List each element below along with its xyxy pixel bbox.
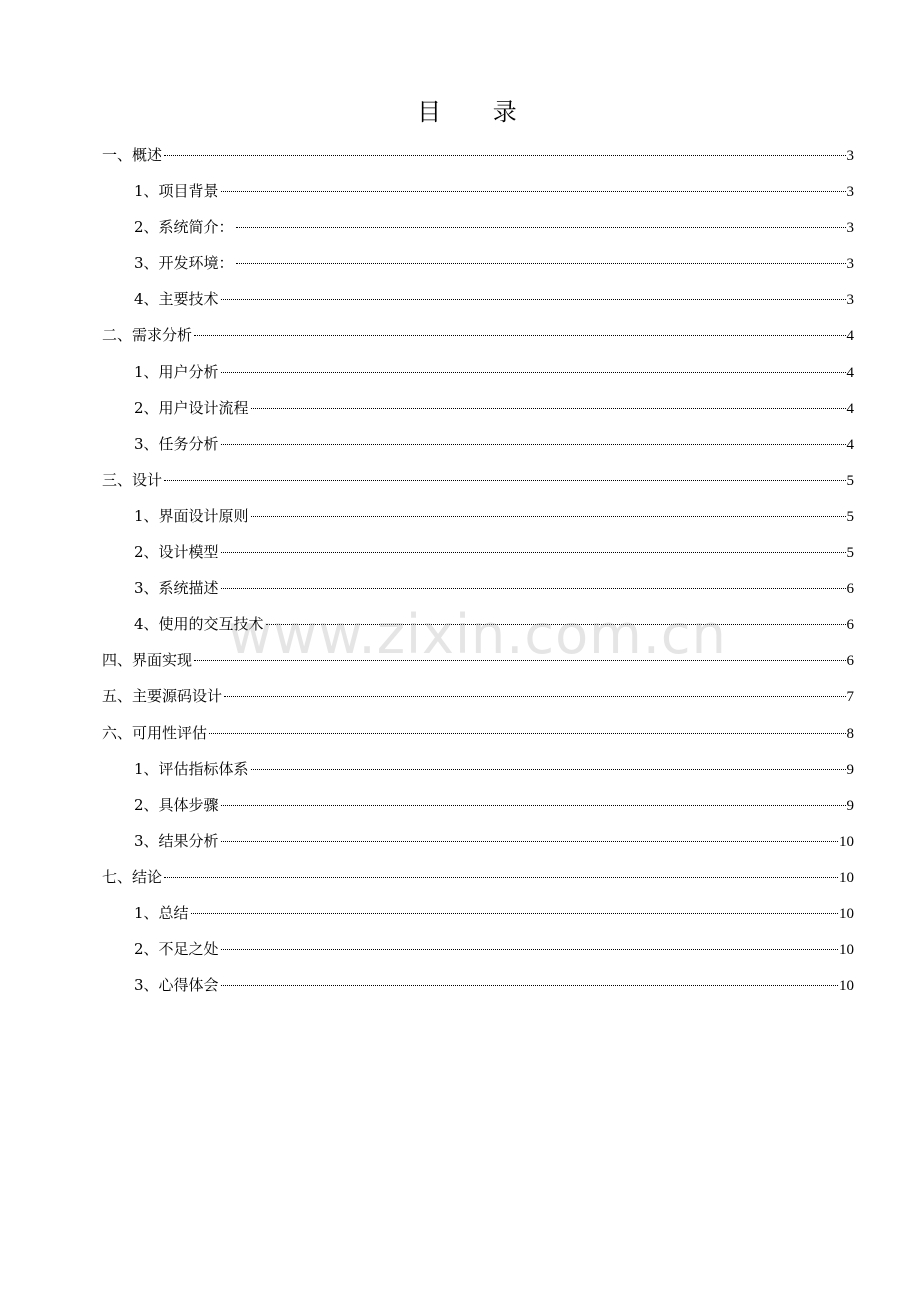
toc-entry-label: 1、用户分析 xyxy=(134,362,219,381)
watermark: www.zixin.com.cn xyxy=(228,603,727,666)
toc-entry-label: 一、概述 xyxy=(102,146,163,164)
toc-entry-label: 3、任务分析 xyxy=(134,434,219,453)
toc-dot-leader xyxy=(221,191,846,192)
toc-entry-label: 1、界面设计原则 xyxy=(134,506,249,525)
page-title: 目 录 xyxy=(417,98,539,126)
toc-dot-leader xyxy=(221,444,846,445)
toc-dot-leader xyxy=(266,624,846,625)
toc-entry-label: 1、项目背景 xyxy=(134,182,219,201)
toc-entry-page-number: 10 xyxy=(839,978,854,995)
toc-entry[interactable] xyxy=(102,390,854,426)
toc-entry-label: 4、主要技术 xyxy=(134,290,219,309)
toc-dot-leader xyxy=(236,263,846,264)
toc-entry-page-number: 3 xyxy=(846,256,854,273)
toc-entry-page-number: 3 xyxy=(846,292,854,309)
toc-entry-page-number: 3 xyxy=(846,220,854,237)
toc-dot-leader xyxy=(164,877,838,878)
toc-entry-page-number: 6 xyxy=(846,653,854,670)
toc-dot-leader xyxy=(164,480,845,481)
toc-entry[interactable] xyxy=(102,678,854,714)
toc-dot-leader xyxy=(236,227,846,228)
toc-entry-page-number: 4 xyxy=(846,328,854,345)
toc-entry[interactable] xyxy=(102,642,854,678)
toc-entry-label: 2、具体步骤 xyxy=(134,795,219,814)
table-of-contents xyxy=(102,137,854,1003)
toc-entry[interactable] xyxy=(102,462,854,498)
toc-entry-label: 3、系统描述 xyxy=(134,579,219,598)
toc-entry[interactable] xyxy=(102,498,854,534)
toc-entry[interactable] xyxy=(102,137,854,173)
toc-entry-page-number: 10 xyxy=(839,833,854,850)
toc-dot-leader xyxy=(224,696,845,697)
toc-entry[interactable] xyxy=(102,787,854,823)
toc-entry-page-number: 8 xyxy=(846,725,854,742)
toc-entry-label: 3、结果分析 xyxy=(134,831,219,850)
toc-dot-leader xyxy=(251,769,846,770)
toc-entry[interactable] xyxy=(102,751,854,787)
toc-entry[interactable] xyxy=(102,245,854,281)
toc-entry-label: 五、主要源码设计 xyxy=(102,687,223,706)
toc-entry-label: 三、设计 xyxy=(102,470,163,489)
toc-dot-leader xyxy=(164,155,845,156)
toc-entry-page-number: 5 xyxy=(846,508,854,525)
toc-entry[interactable] xyxy=(102,317,854,353)
toc-dot-leader xyxy=(221,985,838,986)
toc-entry-page-number: 3 xyxy=(846,148,854,164)
toc-dot-leader xyxy=(209,733,845,734)
toc-dot-leader xyxy=(251,516,846,517)
toc-entry[interactable] xyxy=(102,209,854,245)
toc-entry[interactable] xyxy=(102,895,854,931)
toc-dot-leader xyxy=(194,660,845,661)
toc-entry[interactable] xyxy=(102,281,854,317)
toc-entry-page-number: 9 xyxy=(846,761,854,778)
toc-entry[interactable] xyxy=(102,354,854,390)
toc-entry-page-number: 6 xyxy=(846,581,854,598)
toc-dot-leader xyxy=(221,299,846,300)
toc-dot-leader xyxy=(221,949,838,950)
toc-entry-page-number: 6 xyxy=(846,617,854,634)
toc-entry[interactable] xyxy=(102,426,854,462)
toc-entry-label: 3、开发环境： xyxy=(134,254,234,273)
toc-entry[interactable] xyxy=(102,967,854,1003)
toc-entry-page-number: 10 xyxy=(839,869,854,886)
toc-entry-label: 二、需求分析 xyxy=(102,326,193,345)
toc-entry-page-number: 5 xyxy=(846,472,854,489)
toc-entry-page-number: 4 xyxy=(846,436,854,453)
toc-dot-leader xyxy=(221,588,846,589)
toc-dot-leader xyxy=(221,372,846,373)
toc-entry-page-number: 4 xyxy=(846,400,854,417)
toc-entry-label: 七、结论 xyxy=(102,867,163,886)
toc-entry-label: 2、不足之处 xyxy=(134,940,219,959)
toc-entry-page-number: 4 xyxy=(846,364,854,381)
toc-dot-leader xyxy=(251,408,846,409)
toc-entry-page-number: 5 xyxy=(846,545,854,562)
toc-entry-label: 1、评估指标体系 xyxy=(134,759,249,778)
toc-entry-label: 2、用户设计流程 xyxy=(134,398,249,417)
toc-entry[interactable] xyxy=(102,606,854,642)
toc-dot-leader xyxy=(194,335,845,336)
toc-entry-label: 1、总结 xyxy=(134,903,189,922)
toc-entry-label: 3、心得体会 xyxy=(134,976,219,995)
toc-entry[interactable] xyxy=(102,715,854,751)
toc-entry[interactable] xyxy=(102,534,854,570)
toc-dot-leader xyxy=(191,913,838,914)
toc-entry[interactable] xyxy=(102,173,854,209)
toc-entry-label: 4、使用的交互技术 xyxy=(134,615,264,634)
toc-entry-page-number: 10 xyxy=(839,942,854,959)
toc-entry-page-number: 10 xyxy=(839,905,854,922)
toc-entry-label: 2、系统简介： xyxy=(134,218,234,237)
toc-entry[interactable] xyxy=(102,859,854,895)
toc-entry[interactable] xyxy=(102,823,854,859)
toc-dot-leader xyxy=(221,552,846,553)
toc-entry[interactable] xyxy=(102,931,854,967)
toc-entry-label: 四、界面实现 xyxy=(102,651,193,670)
toc-dot-leader xyxy=(221,841,838,842)
toc-entry-label: 2、设计模型 xyxy=(134,543,219,562)
toc-entry-page-number: 7 xyxy=(846,689,854,706)
toc-dot-leader xyxy=(221,805,846,806)
toc-entry-label: 六、可用性评估 xyxy=(102,723,208,742)
toc-entry-page-number: 3 xyxy=(846,184,854,201)
toc-entry-page-number: 9 xyxy=(846,797,854,814)
toc-entry[interactable] xyxy=(102,570,854,606)
